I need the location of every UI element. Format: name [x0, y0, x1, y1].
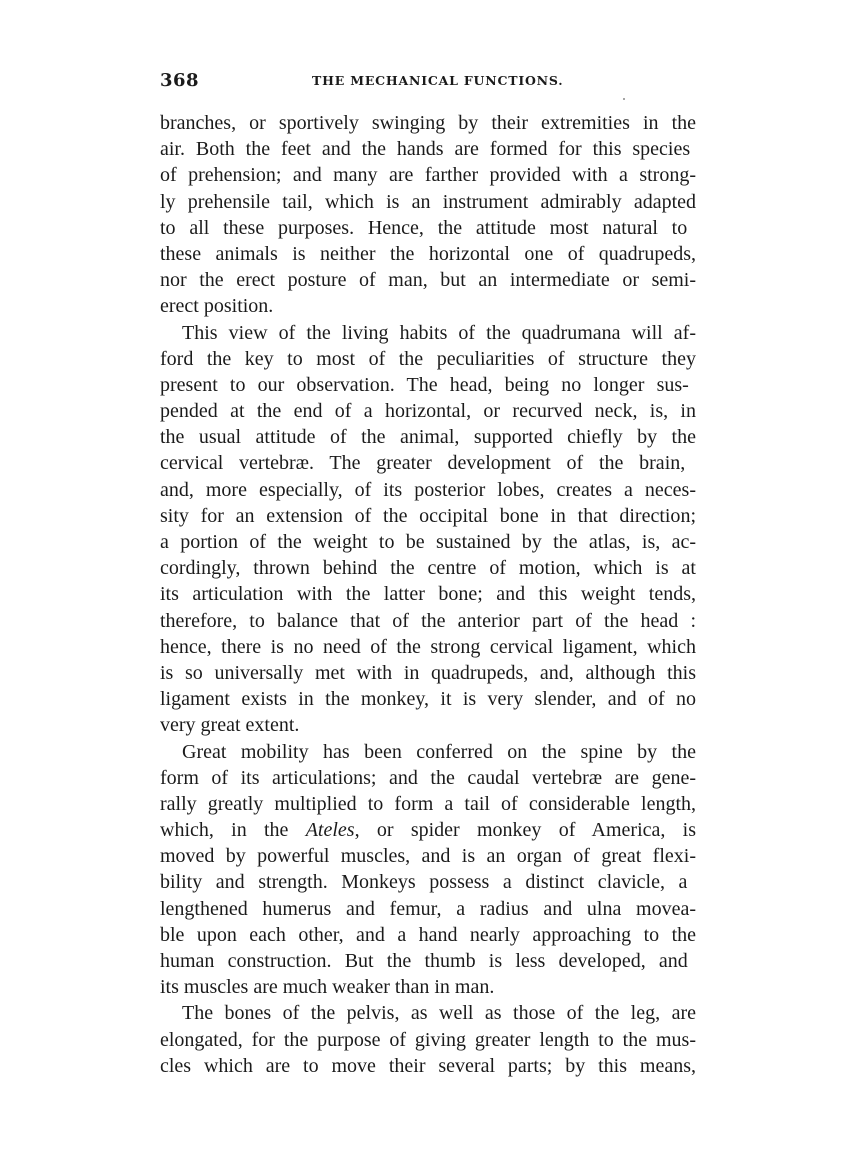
text-line: cordingly, thrown behind the centre of motion, which is at: [160, 557, 696, 580]
text-line: hence, there is no need of the strong cervical ligament, which: [160, 635, 696, 658]
text-line: pended at the end of a horizontal, or recurved neck, is, in: [160, 400, 696, 423]
text-line: is so universally met with in quadrupeds, and, although this: [160, 661, 696, 684]
page-header: [160, 70, 696, 94]
text-line: its articulation with the latter bone; and this weight tends,: [160, 583, 696, 606]
text-line: form of its articulations; and the caudal vertebræ are gene-: [160, 766, 696, 789]
text-line: the usual attitude of the animal, supported chiefly by the: [160, 426, 696, 449]
text-line: very great extent.: [160, 714, 300, 737]
text-line: to all these purposes. Hence, the attitude most natural to: [160, 216, 688, 239]
text-line: and, more especially, of its posterior lobes, creates a neces-: [160, 478, 696, 501]
text-line: air. Both the feet and the hands are formed for this species: [160, 138, 691, 161]
body-text: [160, 110, 696, 1079]
text-line: moved by powerful muscles, and is an organ of great flexi-: [160, 845, 696, 868]
text-line: present to our observation. The head, being no longer sus-: [160, 373, 689, 396]
text-line: therefore, to balance that of the anterior part of the head :: [160, 609, 696, 632]
text-line: erect position.: [160, 295, 274, 318]
text-line: Great mobility has been conferred on the spine by the: [182, 740, 696, 763]
text-line: branches, or sportively swinging by their extremities in the: [160, 112, 696, 134]
ink-speck: [623, 98, 625, 100]
text-line: ly prehensile tail, which is an instrument admirably adapted: [160, 190, 696, 213]
text-line: a portion of the weight to be sustained by the atlas, is, ac-: [160, 531, 696, 553]
text-line: This view of the living habits of the quadrumana will af-: [182, 321, 696, 344]
page-number: 368: [160, 70, 200, 91]
book-page: [160, 70, 696, 1100]
text-line: ford the key to most of the peculiarities of structure they: [160, 347, 696, 370]
text-line: of prehension; and many are farther provided with a strong-: [160, 164, 696, 187]
text-line: these animals is neither the horizontal one of quadrupeds,: [160, 242, 696, 265]
text-line: cervical vertebræ. The greater development of the brain,: [160, 452, 686, 475]
text-line: The bones of the pelvis, as well as those of the leg, are: [182, 1002, 696, 1025]
text-line: nor the erect posture of man, but an intermediate or semi-: [160, 269, 696, 292]
text-line: rally greatly multiplied to form a tail of considerable length,: [160, 792, 696, 815]
text-line: ble upon each other, and a hand nearly approaching to the: [160, 923, 696, 946]
text-line: ligament exists in the monkey, it is very slender, and of no: [160, 688, 696, 711]
text-line: elongated, for the purpose of giving greater length to the mus-: [160, 1028, 696, 1051]
text-line: human construction. But the thumb is less developed, and: [160, 950, 688, 972]
text-line: bility and strength. Monkeys possess a distinct clavicle, a: [160, 871, 688, 894]
text-line: sity for an extension of the occipital bone in that direction;: [160, 504, 696, 527]
text-line: lengthened humerus and femur, a radius and ulna movea-: [160, 897, 696, 920]
text-line: which, in the Ateles, or spider monkey of America, is: [160, 819, 696, 842]
running-title: THE MECHANICAL FUNCTIONS.: [312, 73, 564, 88]
text-line: its muscles are much weaker than in man.: [160, 976, 495, 999]
text-line: cles which are to move their several parts; by this means,: [160, 1054, 696, 1077]
